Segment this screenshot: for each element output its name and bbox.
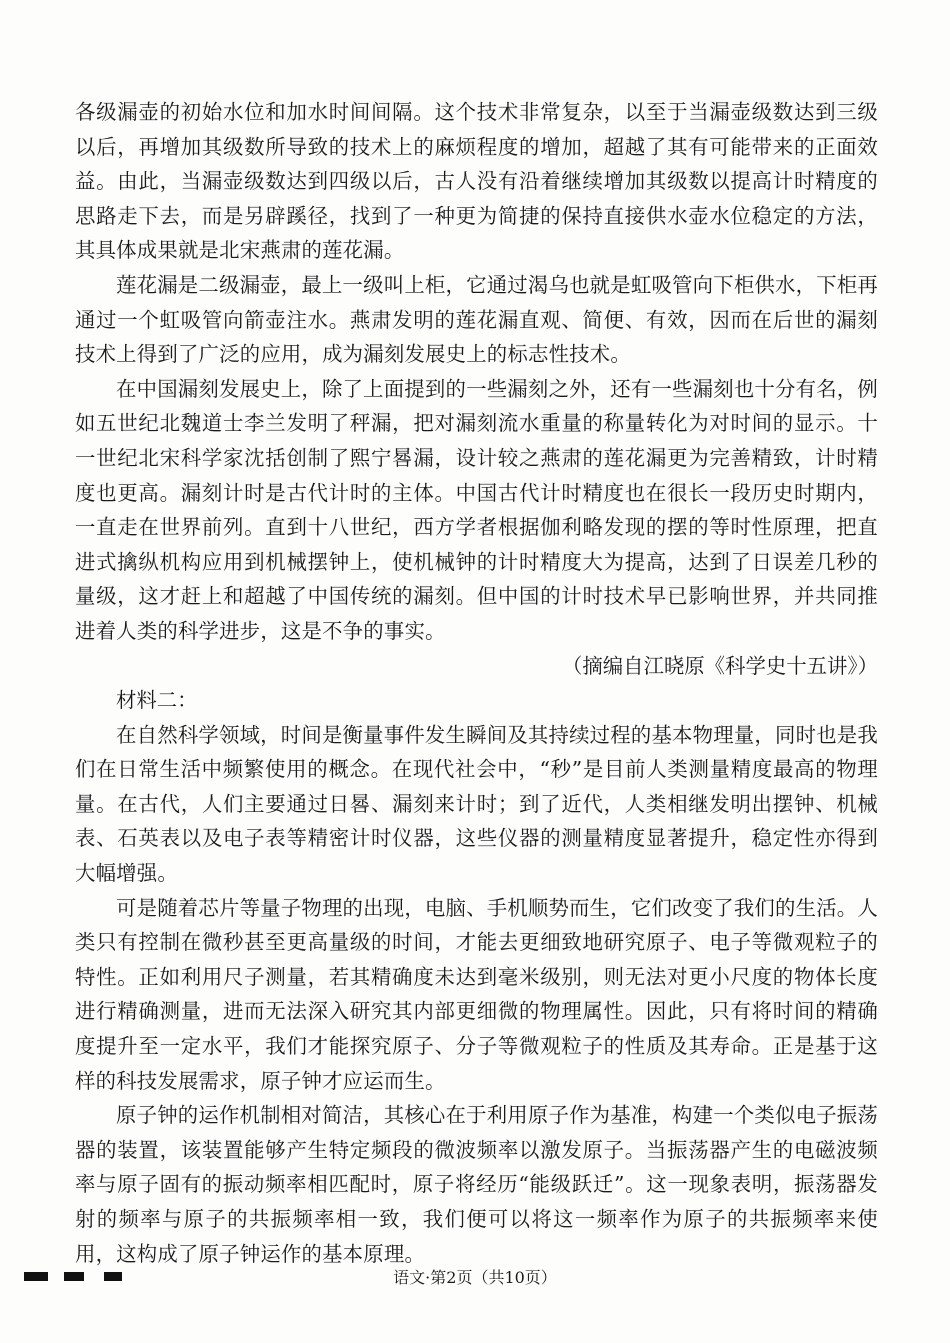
paragraph-atomic-clock: 原子钟的运作机制相对简洁，其核心在于利用原子作为基准，构建一个类似电子振荡器的装置，该装置能够产生特定频段的微波频率以激发原子。当振荡器产生的电磁波频率与原子固有的振动频率相匹配时，原子将经历“能级跃迁”。这一现象表明，振荡器发射的频率与原子的共振频率相一致，我们便可以将这一频率作为原子的共振频率来使用，这构成了原子钟运作的基本原理。 — [75, 1103, 878, 1266]
paragraph-lotus-clepsydra: 莲花漏是二级漏壶，最上一级叫上柜，它通过渴乌也就是虹吸管向下柜供水，下柜再通过一个虹吸管向箭壶注水。燕肃发明的莲花漏直观、简便、有效，因而在后世的漏刻技术上得到了广泛的应用，成为漏刻发展史上的标志性技术。 — [75, 272, 878, 367]
page-number: 语文·第2页（共10页） — [393, 1268, 557, 1287]
paragraph-continuation: 各级漏壶的初始水位和加水时间间隔。这个技术非常复杂，以至于当漏壶级数达到三级以后，再增加其级数所导致的技术上的麻烦程度的增加，超越了其有可能带来的正面效益。由此，当漏壶级数达到四级以后，古人没有沿着继续增加其级数以提高计时精度的思路走下去，而是另辟蹊径，找到了一种更为简捷的保持直接供水壶水位稳定的方法，其具体成果就是北宋燕肃的莲花漏。 — [75, 100, 878, 263]
paragraph-time-physics: 在自然科学领域，时间是衡量事件发生瞬间及其持续过程的基本物理量，同时也是我们在日常生活中频繁使用的概念。在现代社会中，“秒”是目前人类测量精度最高的物理量。在古代，人们主要通过日晷、漏刻来计时；到了近代，人类相继发明出摆钟、机械表、石英表以及电子表等精密计时仪器，这些仪器的测量精度显著提升，稳定性亦得到大幅增强。 — [75, 722, 878, 886]
paragraph-quantum-precision: 可是随着芯片等量子物理的出现，电脑、手机顺势而生，它们改变了我们的生活。人类只有控制在微秒甚至更高量级的时间，才能去更细致地研究原子、电子等微观粒子的特性。正如利用尺子测量，若其精确度未达到毫米级别，则无法对更小尺度的物体长度进行精确测量，进而无法深入研究其内部更细微的物理属性。因此，只有将时间的精确度提升至一定水平，我们才能探究原子、分子等微观粒子的性质及其寿命。正是基于这样的科技发展需求，原子钟才应运而生。 — [75, 895, 878, 1093]
source-citation: （摘编自江晓原《科学史十五讲》） — [561, 653, 878, 678]
material-two-heading: 材料二： — [116, 688, 198, 713]
page-footer — [0, 1264, 950, 1294]
paragraph-clepsydra-history: 在中国漏刻发展史上，除了上面提到的一些漏刻之外，还有一些漏刻也十分有名，例如五世纪北魏道士李兰发明了秤漏，把对漏刻流水重量的称量转化为对时间的显示。十一世纪北宋科学家沈括创制了熙宁晷漏，设计较之燕肃的莲花漏更为完善精致，计时精度也更高。漏刻计时是古代计时的主体。中国古代计时精度也在很长一段历史时期内，一直走在世界前列。直到十八世纪，西方学者根据伽利略发现的摆的等时性原理，把直进式擒纵机构应用到机械摆钟上，使机械钟的计时精度大为提高，达到了日误差几秒的量级，这才赶上和超越了中国传统的漏刻。但中国的计时技术早已影响世界，并共同推进着人类的科学进步，这是不争的事实。 — [75, 376, 878, 643]
page-content — [75, 95, 878, 1271]
